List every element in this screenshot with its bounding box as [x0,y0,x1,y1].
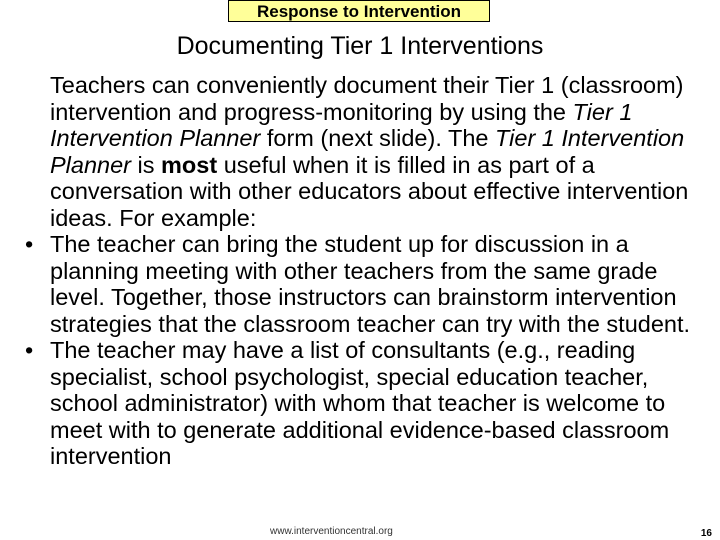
bullet-item [22,337,712,470]
intro-text-2: form (next slide). The [260,125,495,151]
bullet-item [22,231,712,337]
bullet-icon: • [25,231,34,257]
intro-paragraph [22,72,712,231]
intro-emphasis: most [161,151,218,178]
bullet-text: The teacher can bring the student up for discussion in a planning meeting with other teachers from the same grade level. Together, those instructors can brainstorm intervention strategies that the classroom teacher can try with the student. [50,231,691,337]
footer-url: www.interventioncentral.org [270,526,393,537]
section-header: Response to Intervention [228,0,490,22]
slide-body [22,72,712,470]
slide-title: Documenting Tier 1 Interventions [176,32,544,60]
intro-text-4: useful when it is filled in as part of a conversation with other educators about effective intervention ideas. For example: [50,151,689,231]
intro-text-3: is [131,151,162,178]
intro-text-1: Teachers can conveniently document their Tier 1 (classroom) intervention and progress-monitoring by using the [50,72,684,125]
slide-number: 16 [700,528,712,539]
bullet-text: The teacher may have a list of consultants (e.g., reading specialist, school psychologist, special education teacher, school administrator) with whom that teacher is welcome to meet with to generate additional evidence-based classroom intervention [50,337,670,469]
bullet-icon: • [25,337,34,363]
intro-form-name-2: Tier 1 Intervention Planner [50,125,685,178]
intro-form-name-1: Tier 1 Intervention Planner [50,98,633,151]
